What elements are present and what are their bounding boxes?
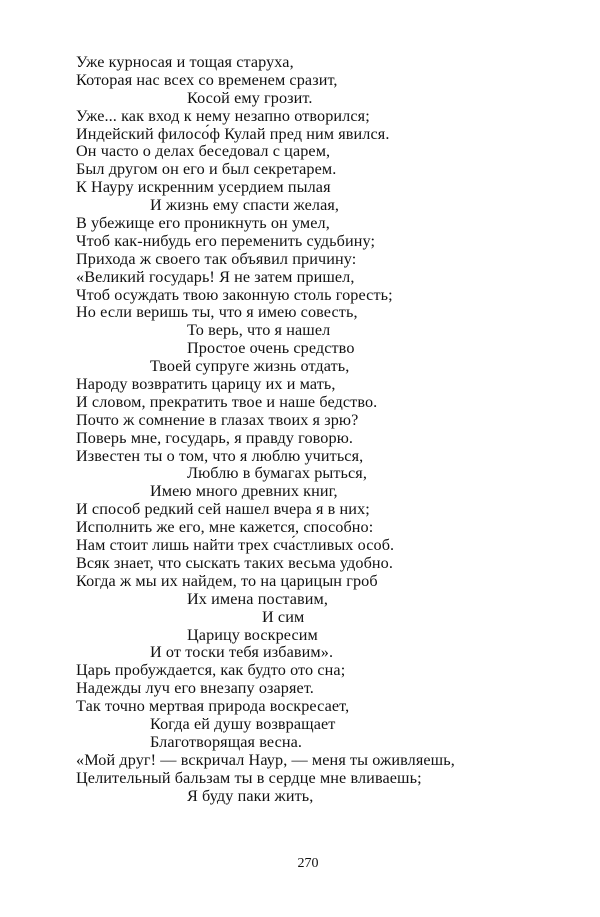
poem-line: В убежище его проникнуть он умел,	[76, 214, 330, 233]
poem-line: Надежды луч его внезапу озаряет.	[76, 679, 314, 698]
poem-line: Известен ты о том, что я люблю учиться,	[76, 446, 364, 465]
poem-line: Был другом он его и был секретарем.	[76, 160, 337, 179]
poem-line: Почто ж сомнение в глазах твоих я зрю?	[76, 410, 359, 429]
poem-line: Чтоб как-нибудь его переменить судьбину;	[76, 231, 376, 250]
poem-line: Имею много древних книг,	[150, 482, 338, 501]
poem-line: Уже курносая и тощая старуха,	[76, 53, 294, 71]
poem-line: Но если веришь ты, что я имею совесть,	[76, 303, 358, 322]
poem-line: И жизнь ему спасти желая,	[150, 196, 340, 215]
poem-line: И способ редкий сей нашел вчера я в них;	[76, 500, 370, 519]
poem-line: Твоей супруге жизнь отдать,	[150, 357, 350, 376]
poem-line: Он часто о делах беседовал с царем,	[76, 142, 331, 161]
poem-line: Косой ему грозит.	[187, 88, 313, 107]
poem-line: Уже... как вход к нему незапно отворился;	[76, 106, 370, 125]
poem-line: Я буду паки жить,	[187, 786, 314, 805]
poem-line: То верь, что я нашел	[187, 321, 331, 340]
poem-line: Поверь мне, государь, я правду говорю.	[76, 428, 354, 447]
poem-line: Люблю в бумагах рыться,	[187, 464, 367, 483]
poem-line: Когда ж мы их найдем, то на царицын гроб	[76, 571, 378, 590]
poem-line: Всяк знает, что сыскать таких весьма удобно.	[76, 553, 394, 572]
poem-line: Их имена поставим,	[187, 589, 329, 608]
page-number: 270	[297, 856, 319, 871]
poem-line: Чтоб осуждать твою законную столь горесть;	[76, 285, 393, 304]
poem-line: Народу возвратить царицу их и мать,	[76, 375, 336, 394]
poem-line: Исполнить же его, мне кажется, способно:	[76, 518, 374, 537]
poem-line: «Великий государь! Я не затем пришел,	[76, 267, 355, 286]
poem-line: Царицу воскресим	[187, 625, 318, 644]
poem-line: Простое очень средство	[187, 339, 355, 358]
poem-line: Царь пробуждается, как будто ото сна;	[76, 661, 346, 680]
poem-line: К Науру искренним усердием пылая	[76, 178, 331, 197]
poem-line: Прихода ж своего так объявил причину:	[76, 249, 357, 268]
poem-line: Когда ей душу возвращает	[150, 714, 336, 733]
poem-line: Так точно мертвая природа воскресает,	[76, 697, 350, 716]
poem-line: И словом, прекратить твое и наше бедство.	[76, 392, 378, 411]
poem-line: И от тоски тебя избавим».	[150, 643, 334, 662]
poem-line: Нам стоит лишь найти трех сча́стливых особ.	[76, 536, 395, 555]
poem-line: Индейский филосо́ф Кулай пред ним явился.	[76, 124, 390, 143]
poem-text	[76, 54, 576, 805]
poem-line: Благотворящая весна.	[150, 732, 303, 751]
poem-line: И сим	[262, 607, 305, 626]
poem-line: Которая нас всех со временем сразит,	[76, 70, 338, 89]
poem-line: «Мой друг! — вскричал Наур, — меня ты оживляешь,	[76, 750, 455, 769]
poem-line: Целительный бальзам ты в сердце мне вливаешь;	[76, 768, 422, 787]
